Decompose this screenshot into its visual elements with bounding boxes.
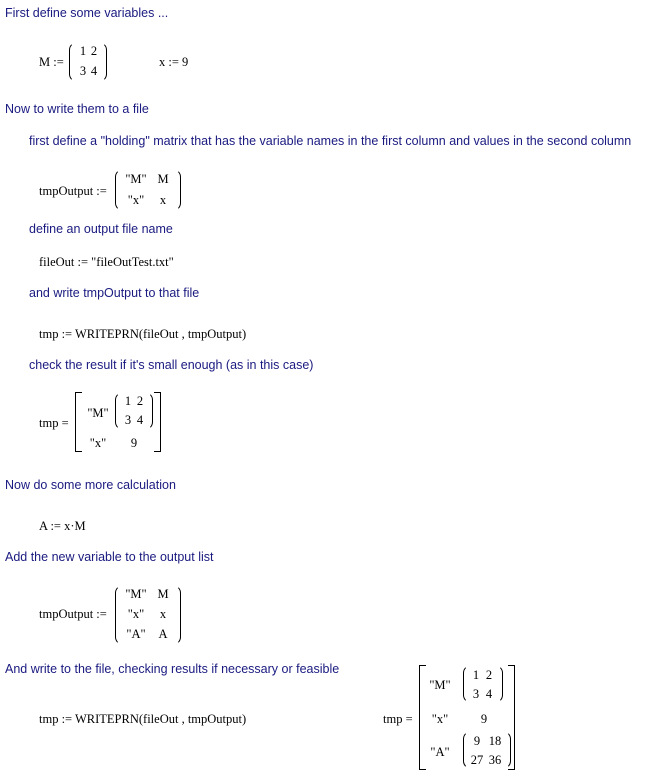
tmp-result-label-2: tmp = [383, 712, 413, 726]
right-paren [503, 731, 511, 769]
tmpoutput-cell: A [158, 627, 168, 641]
tmpoutput-matrix-2 [115, 585, 181, 645]
tmp-result-matrix-2 [419, 665, 515, 770]
tmpoutput-matrix [115, 169, 181, 211]
tmpoutput-definition-label-2: tmpOutput := [39, 607, 107, 621]
tmpoutput-cell: "M" [125, 587, 147, 601]
left-paren [69, 42, 77, 82]
comment-output-filename: define an output file name [29, 222, 173, 236]
m-cell: 2 [136, 394, 144, 408]
result-name-cell: "x" [431, 712, 449, 726]
x-definition: x := 9 [159, 55, 189, 69]
tmpoutput-cell: "M" [125, 172, 147, 186]
m-matrix [69, 42, 107, 82]
comment-first-define: First define some variables ... [5, 6, 169, 20]
m-cell: 3 [124, 413, 132, 427]
nested-m-matrix [463, 665, 503, 703]
m-cell: 2 [90, 44, 98, 58]
right-paren [173, 169, 181, 211]
left-paren [463, 665, 471, 703]
left-bracket [75, 392, 82, 452]
a-cell: 18 [488, 734, 502, 748]
comment-write-to-file: Now to write them to a file [5, 102, 149, 116]
m-definition-label: M := [39, 55, 64, 69]
writeprn-expression-1: tmp := WRITEPRN(fileOut , tmpOutput) [39, 327, 247, 341]
result-name-cell: "x" [89, 436, 107, 450]
tmpoutput-cell: M [157, 587, 169, 601]
fileout-definition: fileOut := "fileOutTest.txt" [39, 255, 174, 269]
comment-write-and-check: And write to the file, checking results if necessary or feasible [5, 662, 340, 676]
a-cell: 9 [473, 734, 481, 748]
a-cell: 36 [488, 753, 502, 767]
right-paren [99, 42, 107, 82]
comment-write-tmpoutput: and write tmpOutput to that file [29, 286, 200, 300]
tmpoutput-definition-label: tmpOutput := [39, 184, 107, 198]
result-name-cell: "M" [87, 406, 109, 420]
tmpoutput-cell: x [159, 193, 167, 207]
tmp-result-matrix-1 [75, 392, 161, 452]
tmp-result-label-1: tmp = [39, 416, 69, 430]
result-name-cell: "M" [429, 678, 451, 692]
a-cell: 27 [470, 753, 484, 767]
m-cell: 4 [136, 413, 144, 427]
right-paren [145, 392, 153, 430]
writeprn-expression-2: tmp := WRITEPRN(fileOut , tmpOutput) [39, 712, 247, 726]
nested-m-matrix [115, 392, 153, 430]
comment-check-result: check the result if it's small enough (as in this case) [29, 358, 314, 372]
nested-a-matrix [463, 731, 511, 769]
comment-add-variable: Add the new variable to the output list [5, 550, 214, 564]
a-definition: A := x·M [39, 519, 86, 533]
left-paren [115, 392, 123, 430]
tmpoutput-cell: M [157, 172, 169, 186]
result-x-value: 9 [480, 712, 488, 726]
m-cell: 1 [124, 394, 132, 408]
m-cell: 1 [79, 44, 87, 58]
right-paren [173, 585, 181, 645]
m-cell: 3 [472, 687, 480, 701]
m-cell: 4 [90, 64, 98, 78]
tmpoutput-cell: "x" [127, 607, 145, 621]
right-bracket [154, 392, 161, 452]
tmpoutput-cell: "A" [126, 627, 146, 641]
m-cell: 3 [79, 64, 87, 78]
result-name-cell: "A" [430, 745, 450, 759]
comment-holding-matrix: first define a "holding" matrix that has the variable names in the first column and values in the second column [29, 134, 632, 148]
m-cell: 4 [485, 687, 493, 701]
m-cell: 1 [472, 668, 480, 682]
comment-more-calculation: Now do some more calculation [5, 478, 176, 492]
result-x-value: 9 [130, 436, 138, 450]
right-paren [495, 665, 503, 703]
tmpoutput-cell: "x" [127, 193, 145, 207]
tmpoutput-cell: x [159, 607, 167, 621]
m-cell: 2 [485, 668, 493, 682]
